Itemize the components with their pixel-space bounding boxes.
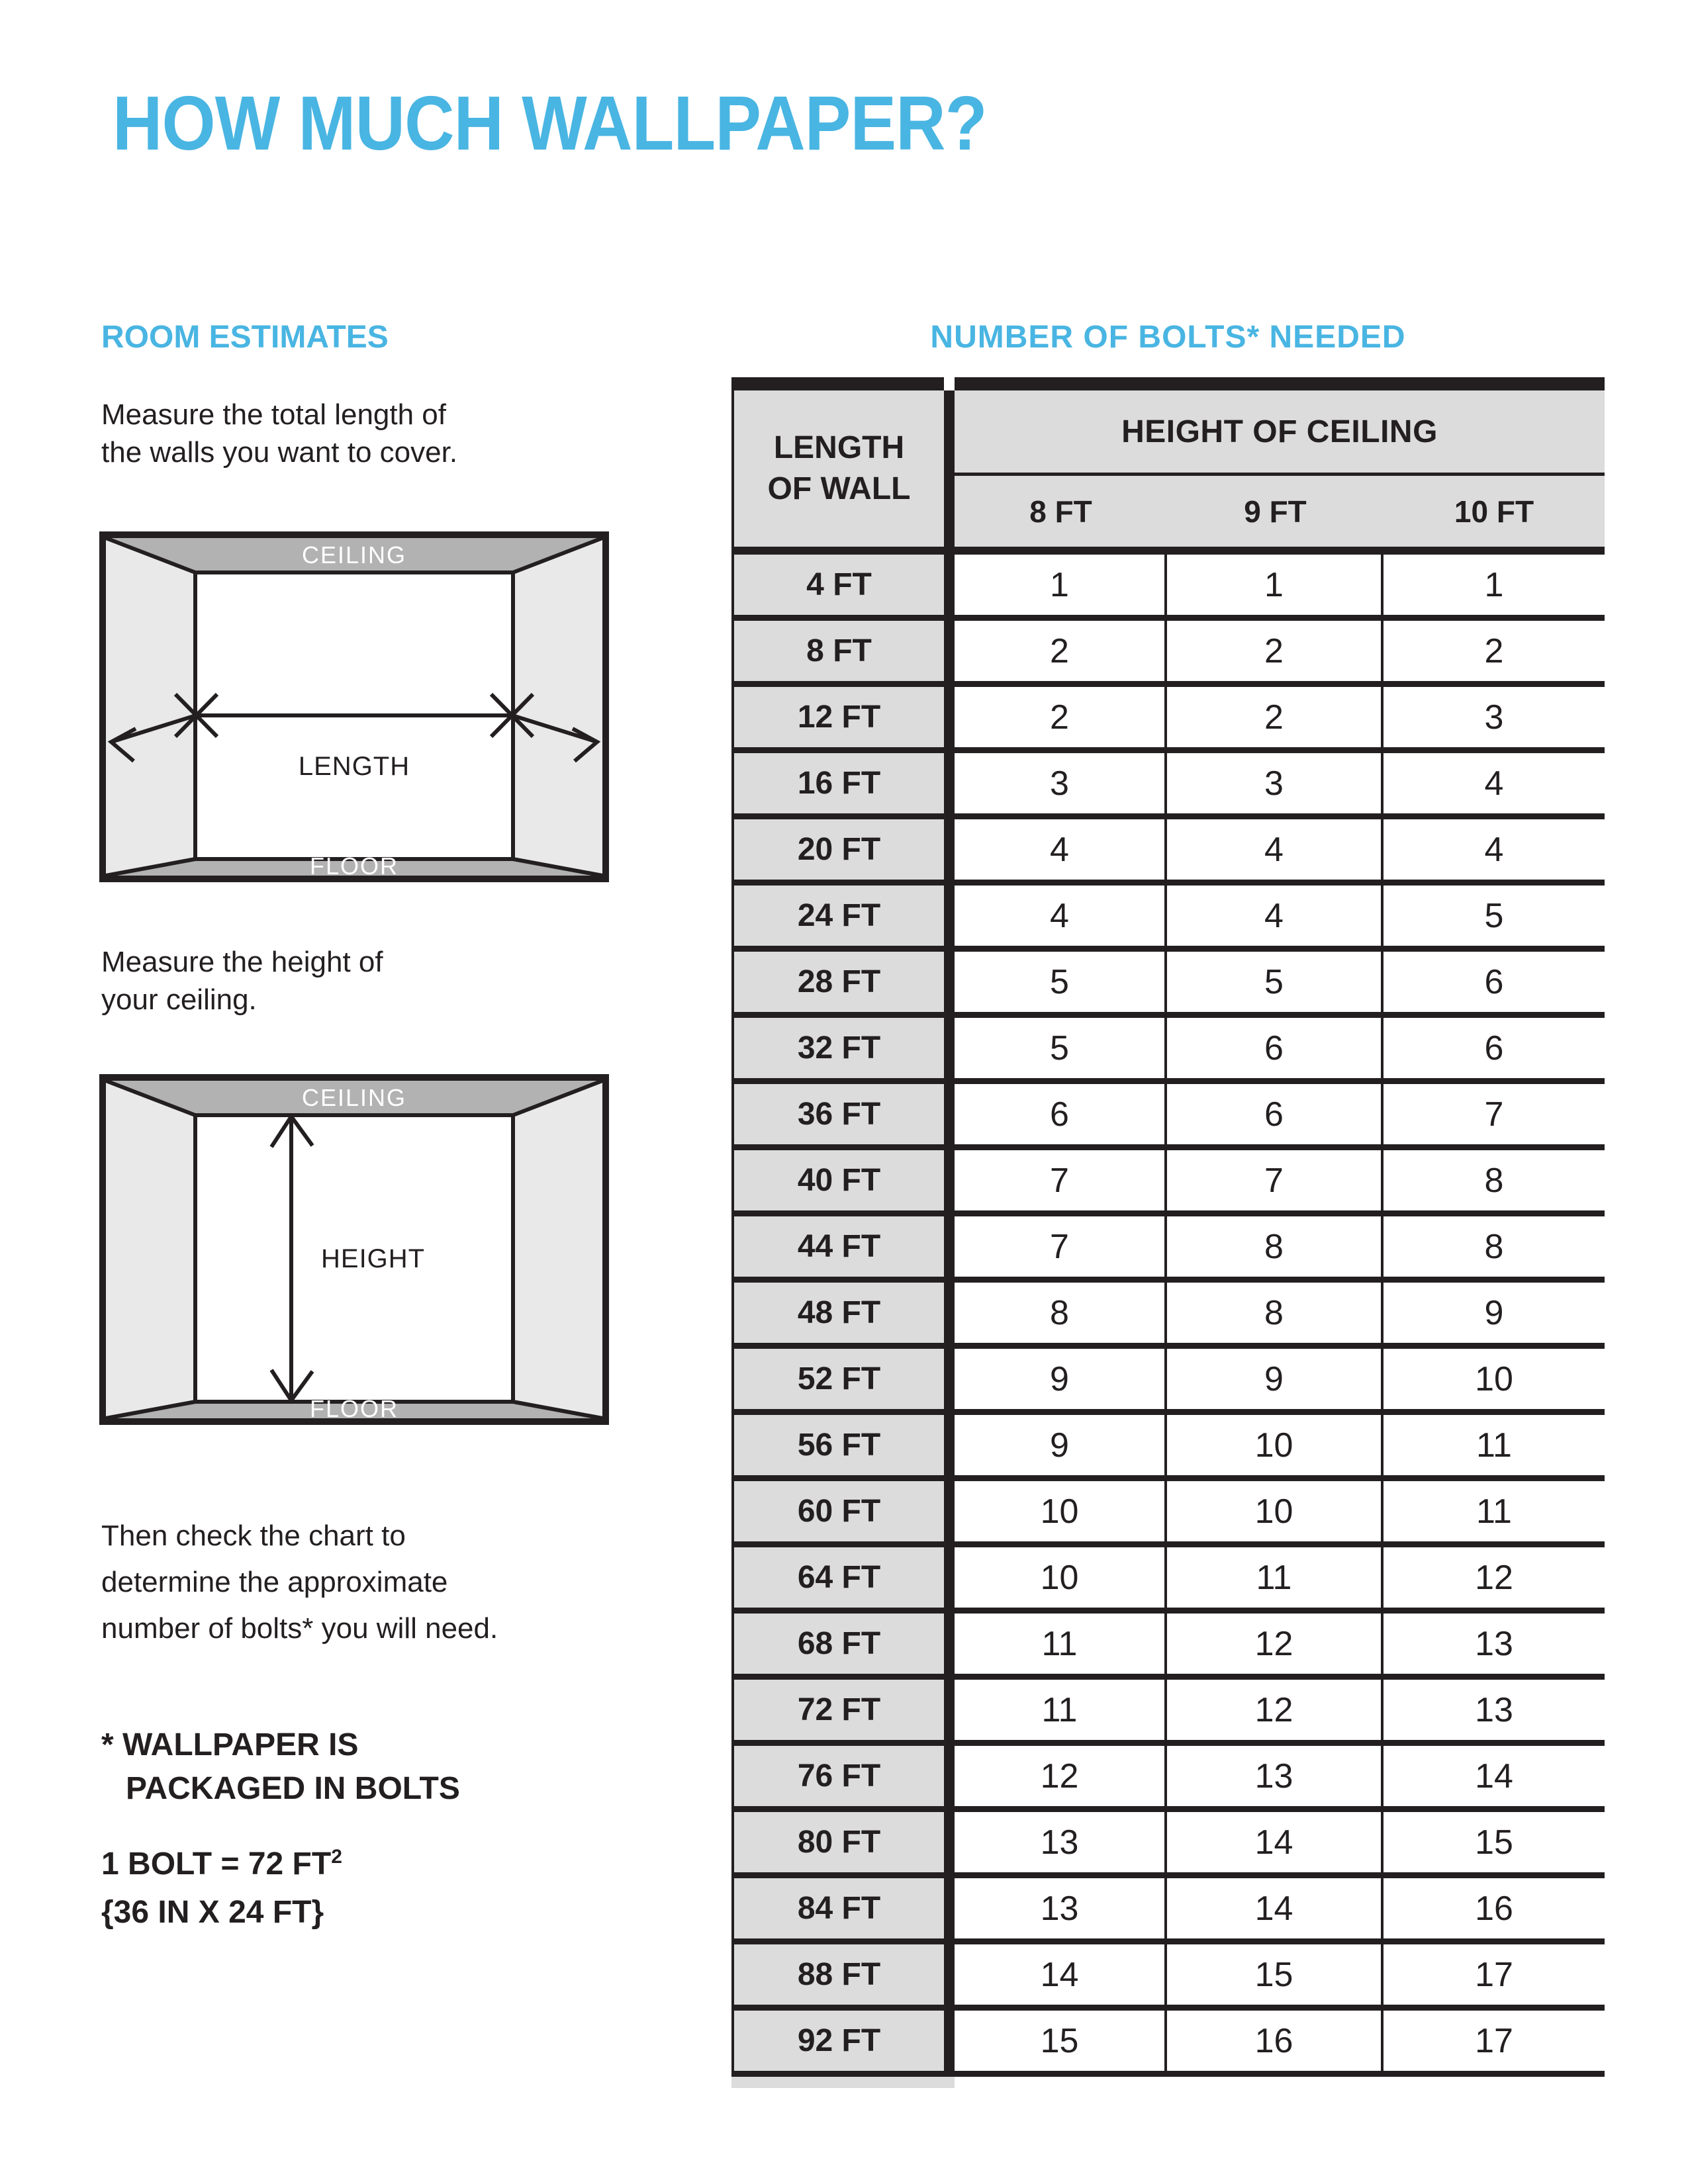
bolt-count-cell: 4 [1383, 753, 1605, 813]
bolt-count-cell: 14 [1383, 1746, 1605, 1806]
bolt-count-cell: 17 [1383, 2011, 1605, 2071]
paragraph-line: number of bolts* you will need. [101, 1612, 498, 1645]
bolt-equation-text: 1 BOLT = 72 FT [101, 1846, 332, 1882]
bolt-definition [101, 1840, 342, 1936]
bolt-count-cell: 12 [1167, 1614, 1383, 1674]
wall-length-row-label: 20 FT [731, 819, 955, 880]
header-line: OF WALL [767, 471, 911, 506]
bolt-count-cell: 11 [1383, 1481, 1605, 1541]
column-header-10ft: 10 FT [1454, 494, 1534, 529]
wall-length-row-label: 16 FT [731, 753, 955, 813]
footnote-line: PACKAGED IN BOLTS [126, 1771, 460, 1806]
bolt-count-cell: 11 [955, 1614, 1167, 1674]
bolts-footnote [101, 1723, 460, 1811]
bolt-count-cell: 3 [955, 753, 1167, 813]
squared-superscript: 2 [331, 1846, 342, 1868]
bolt-count-cell: 8 [1167, 1283, 1383, 1343]
bolt-count-cell: 3 [1383, 687, 1605, 747]
table-bottom-gray-strip [731, 2077, 955, 2088]
bolts-table-body [731, 547, 1605, 2077]
wall-length-row-label: 8 FT [731, 621, 955, 681]
bolt-count-cell: 11 [1167, 1547, 1383, 1608]
wall-length-row-label: 88 FT [731, 1944, 955, 2005]
wall-length-row-label: 68 FT [731, 1614, 955, 1674]
bolt-count-cell: 11 [1383, 1415, 1605, 1475]
paragraph-line: Measure the height of [101, 946, 383, 978]
bolt-count-cell: 1 [1167, 555, 1383, 615]
bolt-count-cell: 11 [955, 1680, 1167, 1740]
bolt-count-cell: 13 [955, 1878, 1167, 1938]
bolt-count-cell: 14 [1167, 1878, 1383, 1938]
bolt-count-cell: 5 [955, 952, 1167, 1012]
bolt-count-cell: 2 [1167, 687, 1383, 747]
check-chart-paragraph [101, 1513, 498, 1652]
wall-length-row-label: 64 FT [731, 1547, 955, 1608]
wall-length-row-label: 48 FT [731, 1283, 955, 1343]
right-wall-surface [513, 538, 602, 876]
bolt-count-cell: 9 [955, 1349, 1167, 1409]
bolt-count-cell: 9 [1167, 1349, 1383, 1409]
floor-label: FLOOR [309, 852, 399, 880]
bolt-count-cell: 10 [1167, 1415, 1383, 1475]
room-height-diagram [99, 1074, 609, 1425]
height-label: HEIGHT [321, 1244, 426, 1273]
bolt-count-cell: 9 [955, 1415, 1167, 1475]
bolt-count-cell: 1 [1383, 555, 1605, 615]
header-line: LENGTH [773, 430, 905, 465]
bolt-count-cell: 5 [1167, 952, 1383, 1012]
wall-length-row-label: 92 FT [731, 2011, 955, 2071]
bolt-count-cell: 7 [1383, 1084, 1605, 1144]
left-wall-surface [106, 1081, 195, 1418]
room-length-diagram [99, 531, 609, 882]
bolt-count-cell: 2 [955, 687, 1167, 747]
ceiling-label: CEILING [301, 541, 407, 569]
bolt-count-cell: 1 [955, 555, 1167, 615]
bolt-count-cell: 15 [1383, 1812, 1605, 1872]
page-title: HOW MUCH WALLPAPER? [113, 80, 987, 166]
height-of-ceiling-header [955, 390, 1605, 547]
bolt-count-cell: 12 [1383, 1547, 1605, 1608]
bolt-count-cell: 6 [1383, 1018, 1605, 1078]
wall-length-row-label: 24 FT [731, 886, 955, 946]
length-of-wall-header [731, 390, 955, 547]
wall-length-row-label: 76 FT [731, 1746, 955, 1806]
bolt-count-cell: 15 [955, 2011, 1167, 2071]
bolt-count-cell: 2 [955, 621, 1167, 681]
right-wall-surface [513, 1081, 602, 1418]
bolt-count-cell: 6 [1383, 952, 1605, 1012]
bolt-dimensions-line: {36 IN X 24 FT} [101, 1895, 324, 1930]
bolt-count-cell: 8 [1167, 1216, 1383, 1277]
bolt-count-cell: 6 [955, 1084, 1167, 1144]
wall-length-row-label: 44 FT [731, 1216, 955, 1277]
bolt-count-cell: 7 [955, 1150, 1167, 1210]
paragraph-line: Then check the chart to [101, 1520, 406, 1552]
paragraph-line: your ceiling. [101, 983, 257, 1016]
bolts-needed-heading: NUMBER OF BOLTS* NEEDED [930, 320, 1406, 355]
measure-length-paragraph [101, 396, 457, 471]
bolt-count-cell: 7 [955, 1216, 1167, 1277]
footnote-line: * WALLPAPER IS [101, 1727, 359, 1762]
bolt-count-cell: 3 [1167, 753, 1383, 813]
wall-length-row-label: 72 FT [731, 1680, 955, 1740]
wall-length-row-label: 60 FT [731, 1481, 955, 1541]
room-estimates-heading: ROOM ESTIMATES [101, 320, 389, 355]
bolt-count-cell: 12 [1167, 1680, 1383, 1740]
wall-length-row-label: 12 FT [731, 687, 955, 747]
left-wall-surface [106, 538, 195, 876]
bolt-equation-line [101, 1840, 342, 1888]
bolt-count-cell: 6 [1167, 1084, 1383, 1144]
column-header-8ft: 8 FT [1029, 494, 1092, 529]
bolt-count-cell: 15 [1167, 1944, 1383, 2005]
bolt-count-cell: 10 [955, 1481, 1167, 1541]
wall-length-row-label: 84 FT [731, 1878, 955, 1938]
bolt-count-cell: 5 [1383, 886, 1605, 946]
bolt-count-cell: 10 [1167, 1481, 1383, 1541]
ceiling-label: CEILING [301, 1084, 407, 1111]
wall-length-row-label: 32 FT [731, 1018, 955, 1078]
bolt-count-cell: 5 [955, 1018, 1167, 1078]
wall-length-row-label: 52 FT [731, 1349, 955, 1409]
wall-length-row-label: 80 FT [731, 1812, 955, 1872]
measure-height-paragraph [101, 943, 383, 1019]
floor-label: FLOOR [309, 1395, 399, 1422]
table-top-border-gap [944, 377, 955, 390]
wall-length-row-label: 28 FT [731, 952, 955, 1012]
bolt-count-cell: 4 [955, 886, 1167, 946]
wall-length-row-label: 40 FT [731, 1150, 955, 1210]
bolt-count-cell: 4 [1383, 819, 1605, 880]
bolt-count-cell: 4 [1167, 886, 1383, 946]
length-label: LENGTH [298, 752, 410, 781]
bolt-count-cell: 16 [1383, 1878, 1605, 1938]
paragraph-line: the walls you want to cover. [101, 436, 458, 469]
bolt-count-cell: 4 [955, 819, 1167, 880]
bolt-count-cell: 8 [1383, 1216, 1605, 1277]
bolt-count-cell: 6 [1167, 1018, 1383, 1078]
bolt-count-cell: 12 [955, 1746, 1167, 1806]
bolt-count-cell: 16 [1167, 2011, 1383, 2071]
bolt-count-cell: 8 [955, 1283, 1167, 1343]
bolt-count-cell: 17 [1383, 1944, 1605, 2005]
wall-length-row-label: 56 FT [731, 1415, 955, 1475]
bolt-count-cell: 9 [1383, 1283, 1605, 1343]
bolt-count-cell: 13 [1167, 1746, 1383, 1806]
bolt-count-cell: 2 [1167, 621, 1383, 681]
bolt-count-cell: 13 [955, 1812, 1167, 1872]
bolt-count-cell: 10 [955, 1547, 1167, 1608]
bolt-count-cell: 7 [1167, 1150, 1383, 1210]
column-header-9ft: 9 FT [1244, 494, 1307, 529]
bolt-count-cell: 14 [1167, 1812, 1383, 1872]
wall-length-row-label: 36 FT [731, 1084, 955, 1144]
bolt-count-cell: 8 [1383, 1150, 1605, 1210]
bolt-count-cell: 4 [1167, 819, 1383, 880]
wall-length-row-label: 4 FT [731, 555, 955, 615]
bolt-count-cell: 2 [1383, 621, 1605, 681]
paragraph-line: Measure the total length of [101, 398, 446, 431]
ceiling-height-column-headers [955, 476, 1605, 547]
bolt-count-cell: 10 [1383, 1349, 1605, 1409]
bolt-count-cell: 13 [1383, 1614, 1605, 1674]
table-top-border [731, 377, 1605, 390]
height-of-ceiling-label: HEIGHT OF CEILING [1121, 414, 1438, 449]
bolt-count-cell: 13 [1383, 1680, 1605, 1740]
bolt-count-cell: 14 [955, 1944, 1167, 2005]
paragraph-line: determine the approximate [101, 1566, 448, 1598]
